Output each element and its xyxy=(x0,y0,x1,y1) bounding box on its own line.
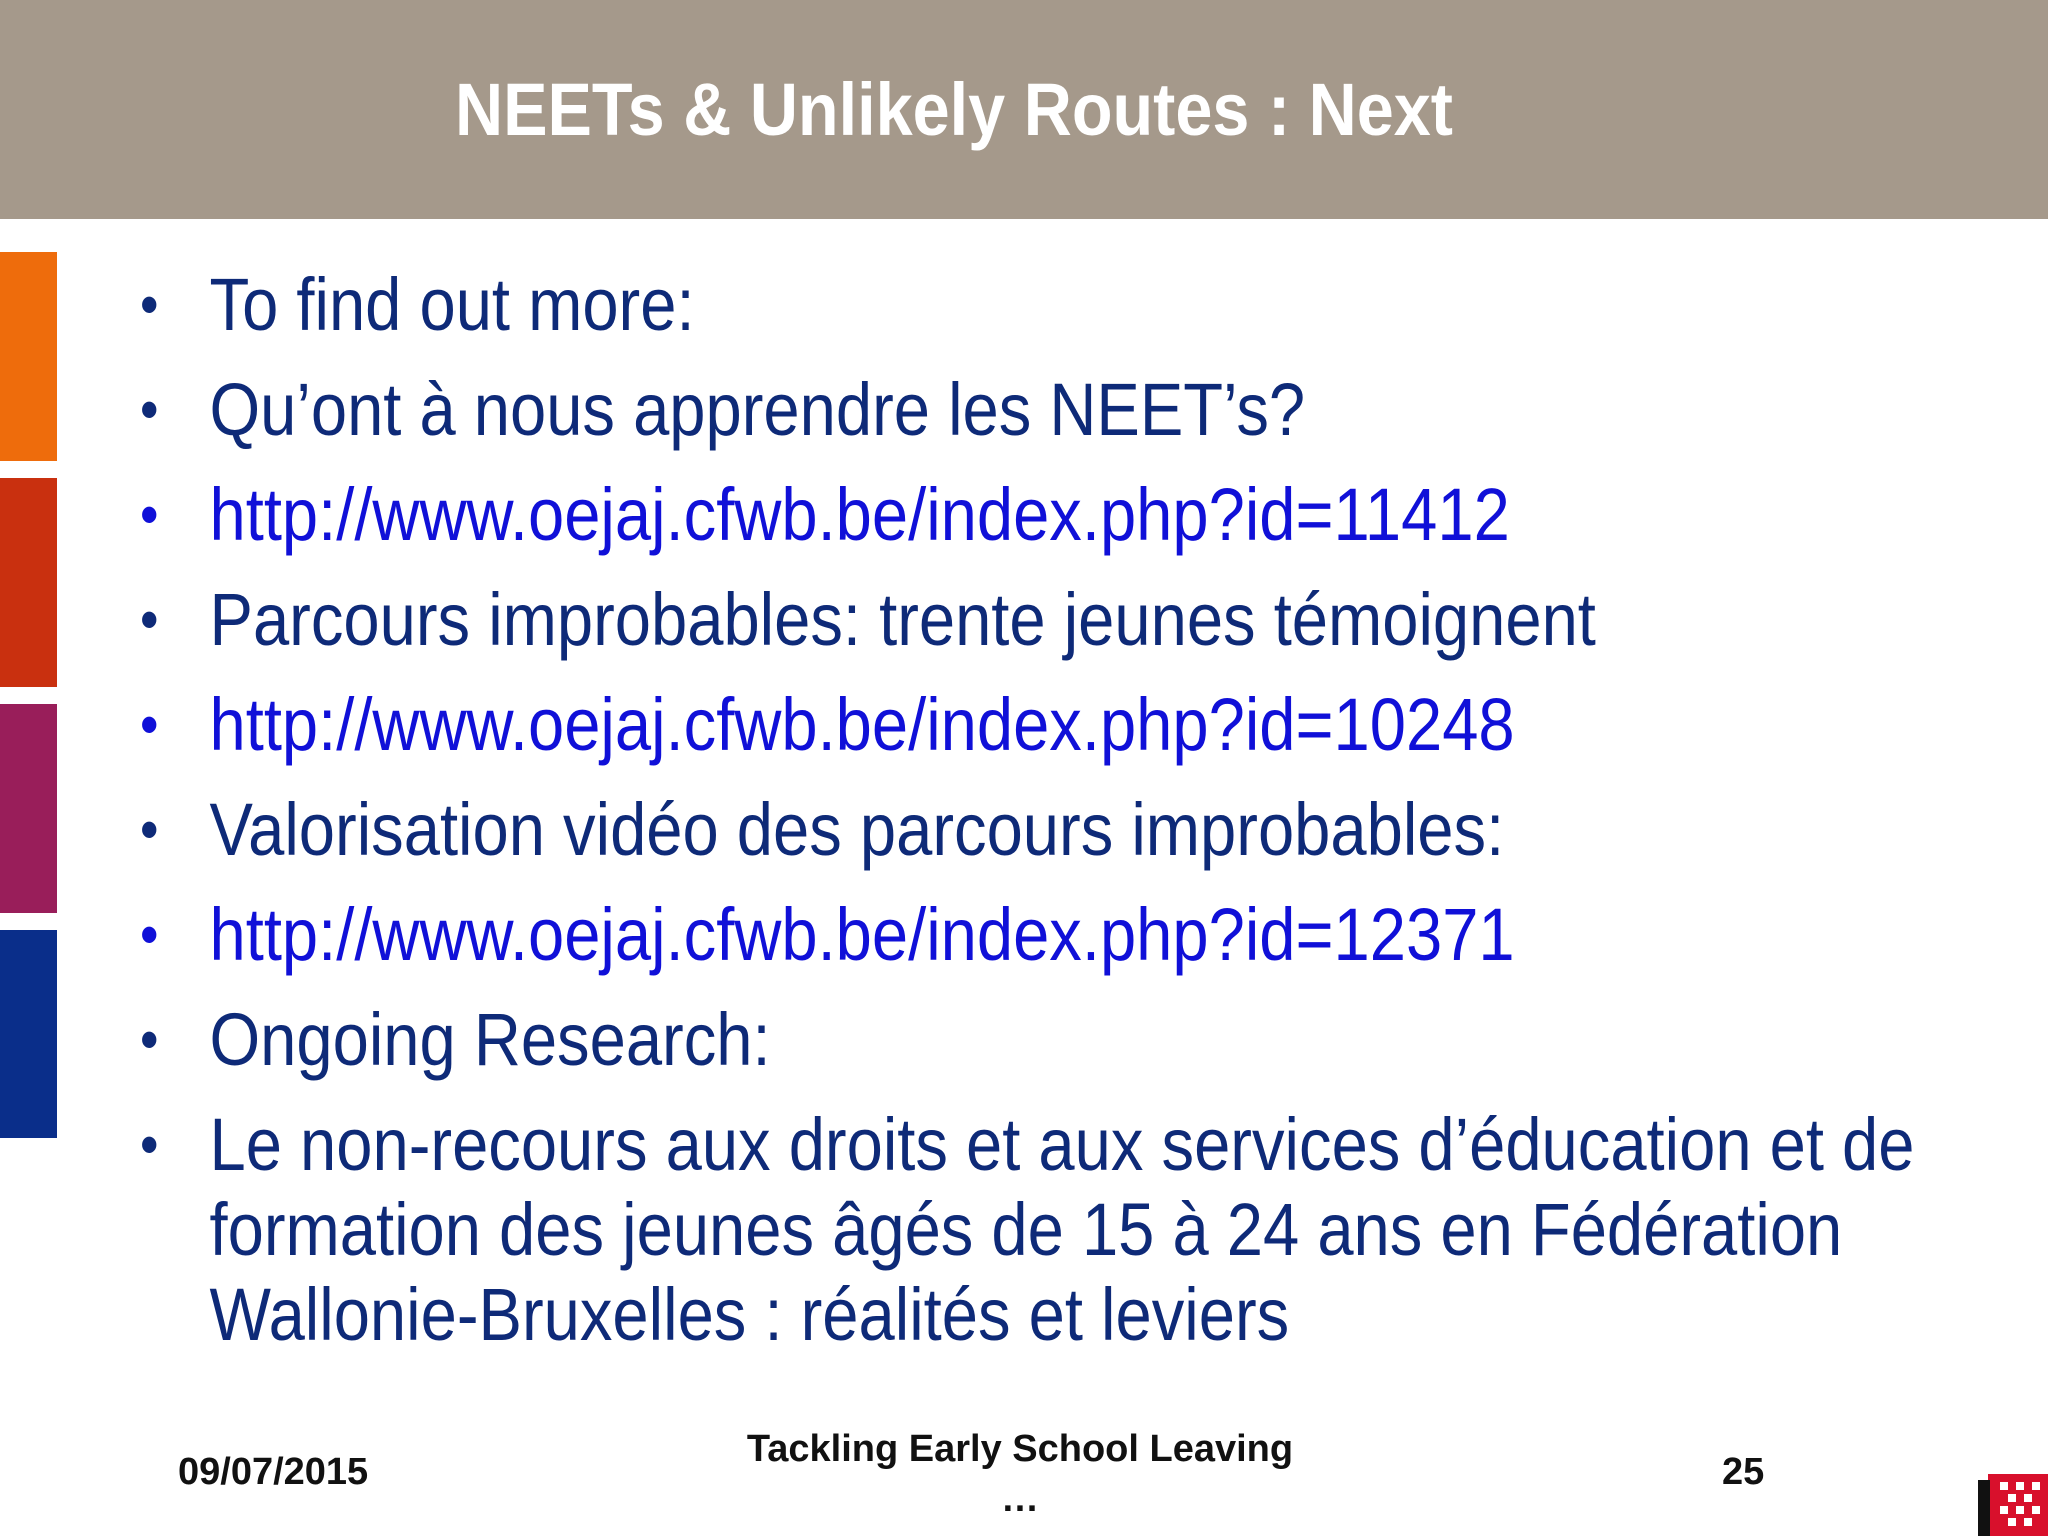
bullet-text: To find out more: xyxy=(209,263,695,346)
slide-title: NEETs & Unlikely Routes : Next xyxy=(454,68,1453,151)
bullet-dot: • xyxy=(140,271,159,338)
bullet-text: Valorisation vidéo des parcours improbables: xyxy=(209,788,1505,871)
side-bar-red xyxy=(0,478,57,687)
link-oejaj-10248[interactable]: http://www.oejaj.cfwb.be/index.php?id=10248 xyxy=(209,683,1515,766)
list-item[interactable] xyxy=(140,472,2048,557)
link-oejaj-11412[interactable]: http://www.oejaj.cfwb.be/index.php?id=11412 xyxy=(209,473,1510,556)
link-oejaj-12371[interactable]: http://www.oejaj.cfwb.be/index.php?id=12371 xyxy=(209,893,1515,976)
bullet-dot: • xyxy=(140,796,159,863)
bullet-text-line: Le non-recours aux droits et aux services d’éducation et de xyxy=(209,1103,1915,1186)
side-bar-magenta xyxy=(0,704,57,913)
list-item xyxy=(140,262,2048,347)
footer-title xyxy=(700,1424,1340,1524)
list-item xyxy=(140,787,2048,872)
bullet-text: Qu’ont à nous apprendre les NEET’s? xyxy=(209,368,1306,451)
side-bar-blue xyxy=(0,930,57,1138)
side-bar-orange xyxy=(0,252,57,461)
bullet-dot: • xyxy=(140,376,159,443)
bullet-dot: • xyxy=(140,481,159,548)
university-logo-icon xyxy=(1978,1468,2048,1536)
bullet-dot: • xyxy=(140,901,159,968)
list-item[interactable] xyxy=(140,892,2048,977)
bullet-dot: • xyxy=(140,1006,159,1073)
bullet-text-line: formation des jeunes âgés de 15 à 24 ans en Fédération xyxy=(209,1188,1843,1271)
list-item[interactable] xyxy=(140,682,2048,767)
footer-date: 09/07/2015 xyxy=(178,1451,369,1493)
footer-title-line: Tackling Early School Leaving xyxy=(746,1428,1294,1470)
page-number: 25 xyxy=(1722,1451,1765,1493)
bullet-list xyxy=(140,262,2000,1357)
list-item xyxy=(140,367,2048,452)
list-item xyxy=(140,577,2048,662)
bullet-dot: • xyxy=(140,1111,159,1178)
bullet-text: Ongoing Research: xyxy=(209,998,771,1081)
bullet-text: Parcours improbables: trente jeunes témoignent xyxy=(209,578,1596,661)
footer-title-ellipsis: … xyxy=(1001,1478,1039,1520)
list-item xyxy=(140,1102,2048,1357)
bullet-dot: • xyxy=(140,586,159,653)
bullet-text-line: Wallonie-Bruxelles : réalités et leviers xyxy=(209,1273,1290,1356)
bullet-dot: • xyxy=(140,691,159,758)
list-item xyxy=(140,997,2048,1082)
